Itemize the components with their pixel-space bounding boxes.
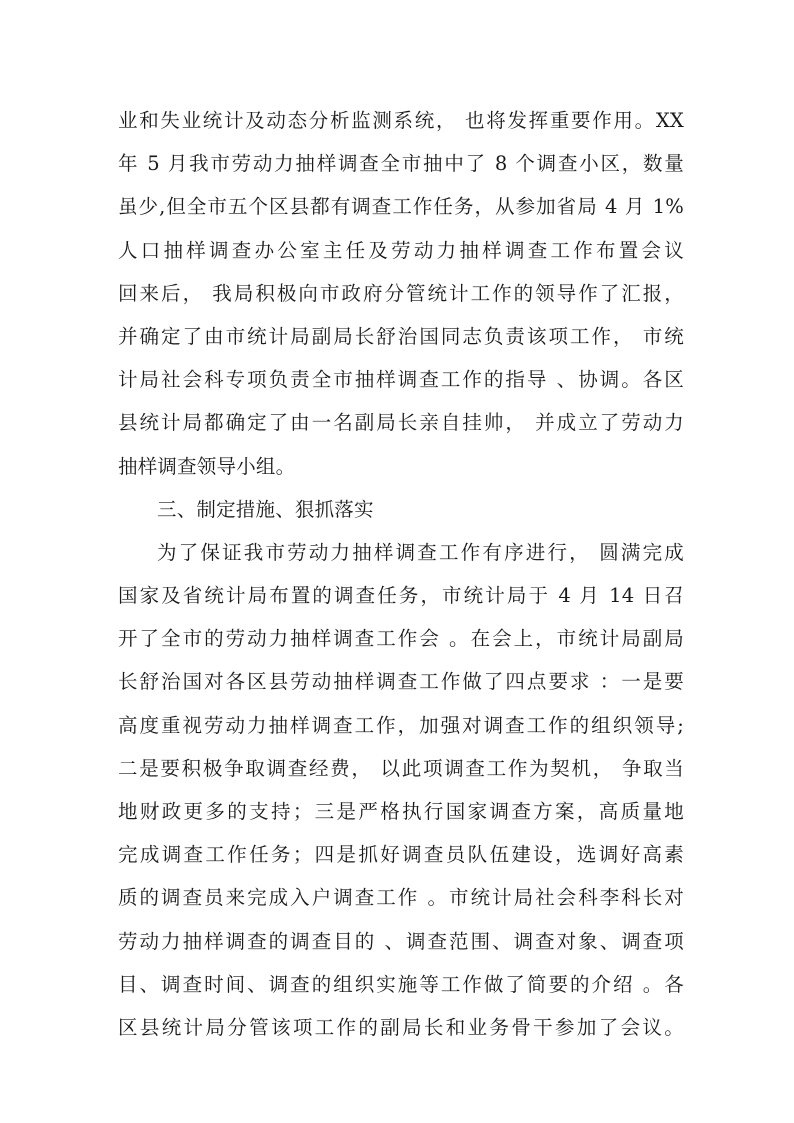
- text-line: 长舒治国对各区县劳动抽样调查工作做了四点要求 ：一是要: [118, 670, 684, 694]
- text-line: 高度重视劳动力抽样调查工作，加强对调查工作的组织领导;: [118, 713, 684, 737]
- text-line: 并确定了由市统计局副局长舒治国同志负责该项工作， 市统: [118, 324, 684, 348]
- text-line: 完成调查工作任务；四是抓好调查员队伍建设，选调好高素: [118, 843, 684, 867]
- text-line: 为了保证我市劳动力抽样调查工作有序进行， 圆满完成: [157, 540, 684, 564]
- text-line: 国家及省统计局布置的调查任务，市统计局于 4 月 14 日召: [118, 584, 684, 608]
- text-line: 年 5 月我市劳动力抽样调查全市抽中了 8 个调查小区，数量: [118, 152, 684, 176]
- text-line: 地财政更多的支持；三是严格执行国家调查方案，高质量地: [118, 800, 684, 823]
- text-line: 业和失业统计及动态分析监测系统， 也将发挥重要作用。XX: [118, 109, 684, 132]
- text-line: 开了全市的劳动力抽样调查工作会 。在会上，市统计局副局: [118, 627, 684, 651]
- text-line: 人口抽样调查办公室主任及劳动力抽样调查工作布置会议: [118, 238, 684, 262]
- text-line: 虽少,但全市五个区县都有调查工作任务，从参加省局 4 月 1%: [118, 195, 684, 219]
- text-line: 抽样调查领导小组。: [118, 454, 296, 478]
- document-body: [118, 99, 684, 1049]
- paragraph-2: [118, 531, 684, 1049]
- text-line: 目、调查时间、调查的组织实施等工作做了简要的介绍 。各: [118, 972, 684, 996]
- text-line: 劳动力抽样调查的调查目的 、调查范围、调查对象、调查项: [118, 929, 684, 953]
- text-line: 质的调查员来完成入户调查工作 。市统计局社会科李科长对: [118, 886, 684, 910]
- text-line: 计局社会科专项负责全市抽样调查工作的指导 、协调。各区: [118, 368, 684, 392]
- text-line: 回来后， 我局积极向市政府分管统计工作的领导作了汇报，: [118, 281, 684, 305]
- text-line: 县统计局都确定了由一名副局长亲自挂帅， 并成立了劳动力: [118, 411, 684, 435]
- section-heading: 三、制定措施、狠抓落实: [157, 497, 374, 521]
- text-line: 区县统计局分管该项工作的副局长和业务骨干参加了会议。: [118, 1015, 684, 1039]
- paragraph-1: [118, 99, 684, 488]
- text-line: 二是要积极争取调查经费， 以此项调查工作为契机， 争取当: [118, 756, 684, 780]
